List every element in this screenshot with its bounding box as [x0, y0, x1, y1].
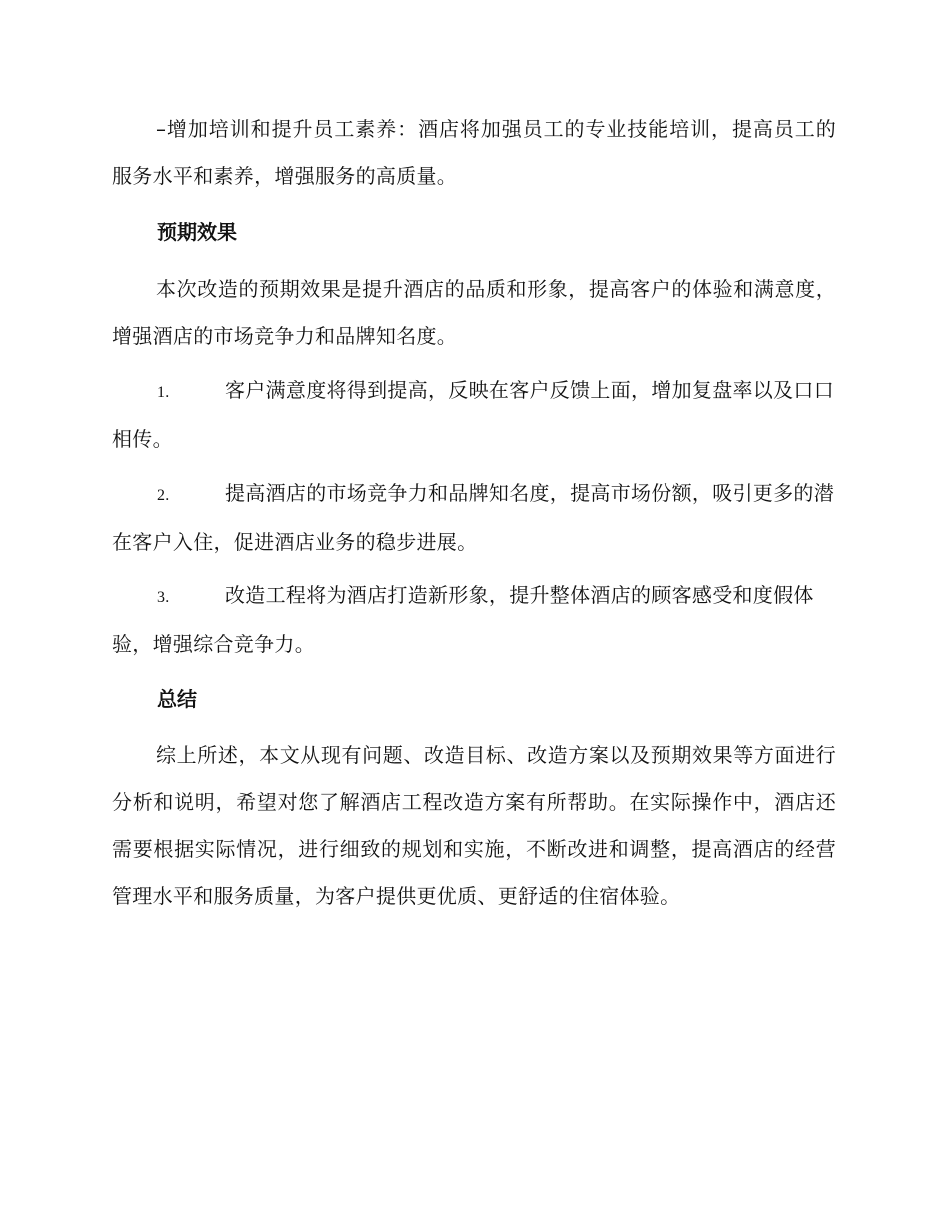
list-number: 1. [157, 384, 170, 401]
list-item [112, 572, 836, 668]
summary-paragraph: 综上所述，本文从现有问题、改造目标、改造方案以及预期效果等方面进行分析和说明，希望对您了解酒店工程改造方案有所帮助。在实际操作中，酒店还需要根据实际情况，进行细致的规划和实施，不断改进和调整，提高酒店的经营管理水平和服务质量，为客户提供更优质、更舒适的住宿体验。 [112, 743, 836, 908]
heading-summary: 总结 [157, 687, 197, 711]
list-number: 3. [157, 589, 170, 606]
list-item [112, 367, 836, 463]
heading-expected-effect: 预期效果 [157, 220, 237, 244]
list-text: 改造工程将为酒店打造新形象，提升整体酒店的顾客感受和度假体验，增强综合竞争力。 [112, 583, 814, 656]
list-text: 客户满意度将得到提高，反映在客户反馈上面，增加复盘率以及口口相传。 [112, 378, 834, 451]
list-number: 2. [157, 487, 170, 504]
expected-intro-paragraph: 本次改造的预期效果是提升酒店的品质和形象，提高客户的体验和满意度，增强酒店的市场竞争力和品牌知名度。 [112, 277, 836, 348]
training-paragraph: –增加培训和提升员工素养：酒店将加强员工的专业技能培训，提高员工的服务水平和素养，增强服务的高质量。 [112, 117, 836, 188]
list-text: 提高酒店的市场竞争力和品牌知名度，提高市场份额，吸引更多的潜在客户入住，促进酒店业务的稳步进展。 [112, 481, 834, 554]
list-item [112, 470, 836, 566]
